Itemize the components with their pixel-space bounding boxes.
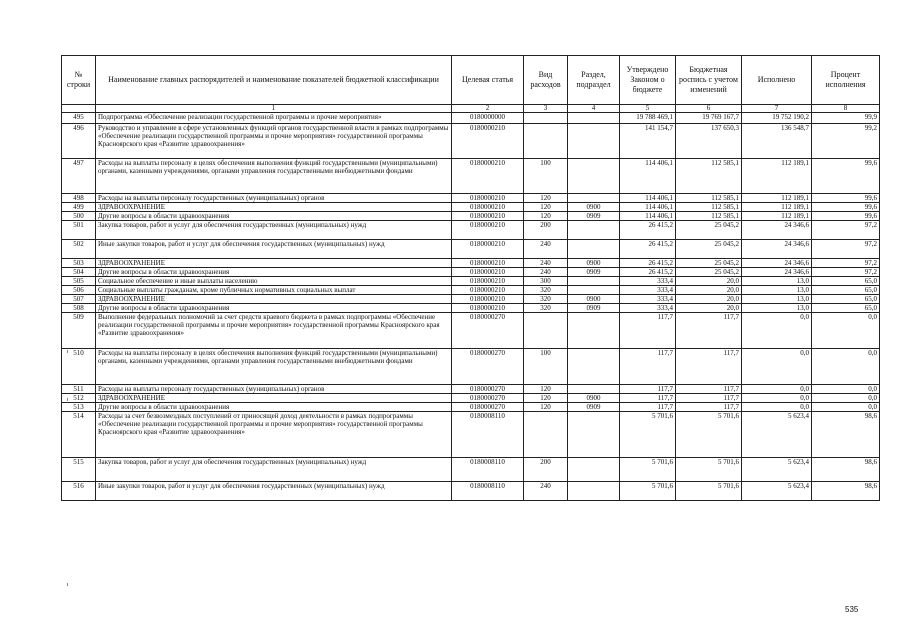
planned-cell: 117,7 [676,403,742,412]
expense-type-cell [524,313,568,349]
approved-cell: 333,4 [620,295,676,304]
expense-type-cell: 200 [524,221,568,240]
expense-type-cell: 240 [524,240,568,259]
column-number: 6 [676,105,742,113]
row-number-cell: 514 [62,412,96,458]
approved-cell: 26 415,2 [620,221,676,240]
planned-cell: 5 701,6 [676,412,742,458]
executed-cell: 0,0 [742,349,812,385]
row-name-cell: Расходы за счет безвозмездных поступлений от приносящей доход деятельности в рамках подпрограммы «Обеспечение реализации государственной программы и прочие мероприятия» государственной программы Красноярского края «Развитие здравоохранения» [96,412,452,458]
planned-cell: 20,0 [676,286,742,295]
row-number-cell: 500 [62,212,96,221]
section-cell: 0909 [568,304,620,313]
executed-cell: 112 189,1 [742,194,812,203]
table-row [62,240,880,259]
planned-cell: 5 701,6 [676,458,742,482]
header-planned: Бюджетная роспись с учетом изменений [676,56,742,105]
executed-cell: 5 623,4 [742,458,812,482]
target-article-cell: 0180000210 [452,268,524,277]
expense-type-cell [524,124,568,159]
header-row-number: № строки [62,56,96,105]
row-number-cell: 513 [62,403,96,412]
header-row [62,56,880,105]
percent-cell: 99,9 [812,113,880,124]
approved-cell: 117,7 [620,403,676,412]
target-article-cell: 0180000210 [452,212,524,221]
percent-cell: 65,0 [812,304,880,313]
row-number-cell: 515 [62,458,96,482]
approved-cell: 117,7 [620,313,676,349]
expense-type-cell: 120 [524,203,568,212]
table-row [62,203,880,212]
table-row [62,385,880,394]
header-approved: Утверждено Законом о бюджете [620,56,676,105]
approved-cell: 5 701,6 [620,482,676,501]
percent-cell: 65,0 [812,286,880,295]
table-row [62,403,880,412]
executed-cell: 112 189,1 [742,159,812,194]
planned-cell: 137 650,3 [676,124,742,159]
executed-cell: 112 189,1 [742,212,812,221]
approved-cell: 26 415,2 [620,240,676,259]
row-name-cell: Закупка товаров, работ и услуг для обеспечения государственных (муниципальных) нужд [96,221,452,240]
section-cell [568,240,620,259]
table-row [62,394,880,403]
executed-cell: 24 346,6 [742,259,812,268]
expense-type-cell: 300 [524,277,568,286]
percent-cell: 0,0 [812,313,880,349]
row-number-cell: 506 [62,286,96,295]
section-cell [568,349,620,385]
expense-type-cell: 120 [524,212,568,221]
expense-type-cell: 240 [524,482,568,501]
target-article-cell: 0180000270 [452,385,524,394]
column-number: 7 [742,105,812,113]
table-row [62,259,880,268]
target-article-cell: 0180000210 [452,203,524,212]
section-cell: 0909 [568,403,620,412]
target-article-cell: 0180008110 [452,458,524,482]
column-number: 2 [452,105,524,113]
approved-cell: 117,7 [620,349,676,385]
executed-cell: 0,0 [742,394,812,403]
percent-cell: 65,0 [812,295,880,304]
row-name-cell: ЗДРАВООХРАНЕНИЕ [96,259,452,268]
row-name-cell: Иные закупки товаров, работ и услуг для обеспечения государственных (муниципальных) нужд [96,240,452,259]
percent-cell: 99,2 [812,124,880,159]
expense-type-cell: 120 [524,385,568,394]
expense-type-cell: 240 [524,259,568,268]
executed-cell: 0,0 [742,313,812,349]
percent-cell: 99,6 [812,194,880,203]
approved-cell: 117,7 [620,394,676,403]
column-number: 1 [96,105,452,113]
row-number-cell: 504 [62,268,96,277]
section-cell [568,412,620,458]
section-cell: 0909 [568,268,620,277]
column-number: 5 [620,105,676,113]
approved-cell: 117,7 [620,385,676,394]
table-row [62,304,880,313]
table-row [62,113,880,124]
row-name-cell: Расходы на выплаты персоналу государственных (муниципальных) органов [96,194,452,203]
row-number-cell: 507 [62,295,96,304]
row-number-cell: 510 [62,349,96,385]
row-number-cell: 501 [62,221,96,240]
planned-cell: 117,7 [676,394,742,403]
row-name-cell: Расходы на выплаты персоналу государственных (муниципальных) органов [96,385,452,394]
row-name-cell: ЗДРАВООХРАНЕНИЕ [96,394,452,403]
row-name-cell: Иные закупки товаров, работ и услуг для обеспечения государственных (муниципальных) нужд [96,482,452,501]
row-name-cell: Руководство и управление в сфере установленных функций органов государственной власти в рамках подпрограммы «Обеспечение реализации государственной программы и прочие мероприятия» государственной программы Красноярского края «Развитие здравоохранения» [96,124,452,159]
planned-cell: 20,0 [676,304,742,313]
approved-cell: 114 406,1 [620,194,676,203]
executed-cell: 13,0 [742,277,812,286]
header-target-article: Целевая статья [452,56,524,105]
target-article-cell: 0180000210 [452,159,524,194]
expense-type-cell: 200 [524,458,568,482]
row-number-cell: 499 [62,203,96,212]
percent-cell: 98,6 [812,482,880,501]
percent-cell: 0,0 [812,349,880,385]
table-row [62,313,880,349]
expense-type-cell [524,412,568,458]
row-number-cell: 498 [62,194,96,203]
section-cell [568,482,620,501]
table-row [62,458,880,482]
row-name-cell: ЗДРАВООХРАНЕНИЕ [96,203,452,212]
target-article-cell: 0180000210 [452,194,524,203]
percent-cell: 0,0 [812,394,880,403]
executed-cell: 13,0 [742,295,812,304]
percent-cell: 98,6 [812,458,880,482]
row-number-cell: 511 [62,385,96,394]
executed-cell: 5 623,4 [742,412,812,458]
approved-cell: 5 701,6 [620,412,676,458]
row-name-cell: ЗДРАВООХРАНЕНИЕ [96,295,452,304]
percent-cell: 97,2 [812,268,880,277]
executed-cell: 0,0 [742,403,812,412]
row-number-cell: 502 [62,240,96,259]
section-cell: 0900 [568,295,620,304]
header-section: Раздел, подраздел [568,56,620,105]
approved-cell: 141 154,7 [620,124,676,159]
planned-cell: 112 585,1 [676,203,742,212]
target-article-cell: 0180000210 [452,124,524,159]
approved-cell: 114 406,1 [620,203,676,212]
table-row [62,212,880,221]
table-row [62,482,880,501]
planned-cell: 20,0 [676,277,742,286]
row-name-cell: Другие вопросы в области здравоохранения [96,403,452,412]
approved-cell: 26 415,2 [620,268,676,277]
target-article-cell: 0180000210 [452,221,524,240]
page-number: 535 [845,605,859,614]
row-number-cell: 497 [62,159,96,194]
header-executed: Исполнено [742,56,812,105]
row-name-cell: Другие вопросы в области здравоохранения [96,304,452,313]
section-cell [568,385,620,394]
row-name-cell: Другие вопросы в области здравоохранения [96,268,452,277]
column-number: 3 [524,105,568,113]
row-name-cell: Подпрограмма «Обеспечение реализации государственной программы и прочие мероприятия» [96,113,452,124]
planned-cell: 19 769 167,7 [676,113,742,124]
planned-cell: 25 045,2 [676,268,742,277]
row-number-cell: 512 [62,394,96,403]
row-name-cell: Выполнение федеральных полномочий за счет средств краевого бюджета в рамках подпрограммы «Обеспечение реализации государственной программы и прочие мероприятия» государственной программы Красноярского края «Развитие здравоохранения» [96,313,452,349]
section-cell [568,458,620,482]
header-percent: Процент исполнения [812,56,880,105]
expense-type-cell: 120 [524,394,568,403]
expense-type-cell: 120 [524,194,568,203]
section-cell [568,159,620,194]
approved-cell: 19 788 469,1 [620,113,676,124]
section-cell [568,313,620,349]
target-article-cell: 0180000270 [452,313,524,349]
planned-cell: 25 045,2 [676,259,742,268]
approved-cell: 333,4 [620,277,676,286]
planned-cell: 25 045,2 [676,240,742,259]
table-row [62,124,880,159]
table-row [62,277,880,286]
section-cell: 0900 [568,203,620,212]
planned-cell: 20,0 [676,295,742,304]
executed-cell: 24 346,6 [742,240,812,259]
planned-cell: 117,7 [676,313,742,349]
planned-cell: 5 701,6 [676,482,742,501]
section-cell: 0909 [568,212,620,221]
target-article-cell: 0180000270 [452,403,524,412]
row-number-cell: 496 [62,124,96,159]
table-row [62,221,880,240]
row-number-cell: 508 [62,304,96,313]
target-article-cell: 0180008110 [452,482,524,501]
expense-type-cell [524,113,568,124]
approved-cell: 333,4 [620,286,676,295]
target-article-cell: 0180000000 [452,113,524,124]
budget-table [61,55,880,501]
section-cell [568,113,620,124]
planned-cell: 112 585,1 [676,194,742,203]
target-article-cell: 0180000210 [452,277,524,286]
target-article-cell: 0180008110 [452,412,524,458]
table-row [62,268,880,277]
target-article-cell: 0180000270 [452,394,524,403]
executed-cell: 136 548,7 [742,124,812,159]
planned-cell: 112 585,1 [676,159,742,194]
row-number-cell: 509 [62,313,96,349]
target-article-cell: 0180000270 [452,349,524,385]
target-article-cell: 0180000210 [452,304,524,313]
expense-type-cell: 100 [524,159,568,194]
planned-cell: 117,7 [676,349,742,385]
row-name-cell: Расходы на выплаты персоналу в целях обеспечения выполнения функций государственными (муниципальными) органами, казенными учреждениями, органами управления государственными внебюджетными фондами [96,159,452,194]
percent-cell: 99,6 [812,212,880,221]
executed-cell: 13,0 [742,286,812,295]
percent-cell: 99,6 [812,159,880,194]
section-cell [568,124,620,159]
planned-cell: 25 045,2 [676,221,742,240]
table-row [62,286,880,295]
row-number-cell: 505 [62,277,96,286]
percent-cell: 0,0 [812,403,880,412]
executed-cell: 24 346,6 [742,221,812,240]
scan-mark [67,583,68,586]
expense-type-cell: 240 [524,268,568,277]
executed-cell: 0,0 [742,385,812,394]
executed-cell: 5 623,4 [742,482,812,501]
table-row [62,295,880,304]
table-row [62,412,880,458]
target-article-cell: 0180000210 [452,286,524,295]
target-article-cell: 0180000210 [452,259,524,268]
percent-cell: 97,2 [812,221,880,240]
planned-cell: 117,7 [676,385,742,394]
column-number: 4 [568,105,620,113]
row-name-cell: Расходы на выплаты персоналу в целях обеспечения выполнения функций государственными (муниципальными) органами, казенными учреждениями, органами управления государственными внебюджетными фондами [96,349,452,385]
target-article-cell: 0180000210 [452,240,524,259]
table-row [62,349,880,385]
approved-cell: 114 406,1 [620,212,676,221]
approved-cell: 26 415,2 [620,259,676,268]
expense-type-cell: 320 [524,286,568,295]
column-number: 8 [812,105,880,113]
row-name-cell: Закупка товаров, работ и услуг для обеспечения государственных (муниципальных) нужд [96,458,452,482]
executed-cell: 13,0 [742,304,812,313]
executed-cell: 112 189,1 [742,203,812,212]
expense-type-cell: 320 [524,304,568,313]
target-article-cell: 0180000210 [452,295,524,304]
executed-cell: 19 752 190,2 [742,113,812,124]
row-number-cell: 495 [62,113,96,124]
percent-cell: 99,6 [812,203,880,212]
percent-cell: 65,0 [812,277,880,286]
section-cell [568,286,620,295]
approved-cell: 333,4 [620,304,676,313]
section-cell [568,194,620,203]
section-cell: 0900 [568,259,620,268]
section-cell [568,221,620,240]
row-name-cell: Другие вопросы в области здравоохранения [96,212,452,221]
expense-type-cell: 320 [524,295,568,304]
percent-cell: 98,6 [812,412,880,458]
approved-cell: 114 406,1 [620,159,676,194]
table-row [62,159,880,194]
percent-cell: 0,0 [812,385,880,394]
section-cell: 0900 [568,394,620,403]
section-cell [568,277,620,286]
scan-mark [67,350,68,353]
column-number-row [62,105,880,113]
executed-cell: 24 346,6 [742,268,812,277]
expense-type-cell: 120 [524,403,568,412]
row-number-cell: 503 [62,259,96,268]
expense-type-cell: 100 [524,349,568,385]
percent-cell: 97,2 [812,240,880,259]
row-name-cell: Социальное обеспечение и иные выплаты населению [96,277,452,286]
table-row [62,194,880,203]
table-body [62,113,880,501]
scan-mark [67,398,68,401]
planned-cell: 112 585,1 [676,212,742,221]
header-name: Наименование главных распорядителей и наименование показателей бюджетной классификации [96,56,452,105]
percent-cell: 97,2 [812,259,880,268]
row-name-cell: Социальные выплаты гражданам, кроме публичных нормативных социальных выплат [96,286,452,295]
header-expense-type: Вид расходов [524,56,568,105]
row-number-cell: 516 [62,482,96,501]
budget-report-sheet [61,55,880,501]
approved-cell: 5 701,6 [620,458,676,482]
